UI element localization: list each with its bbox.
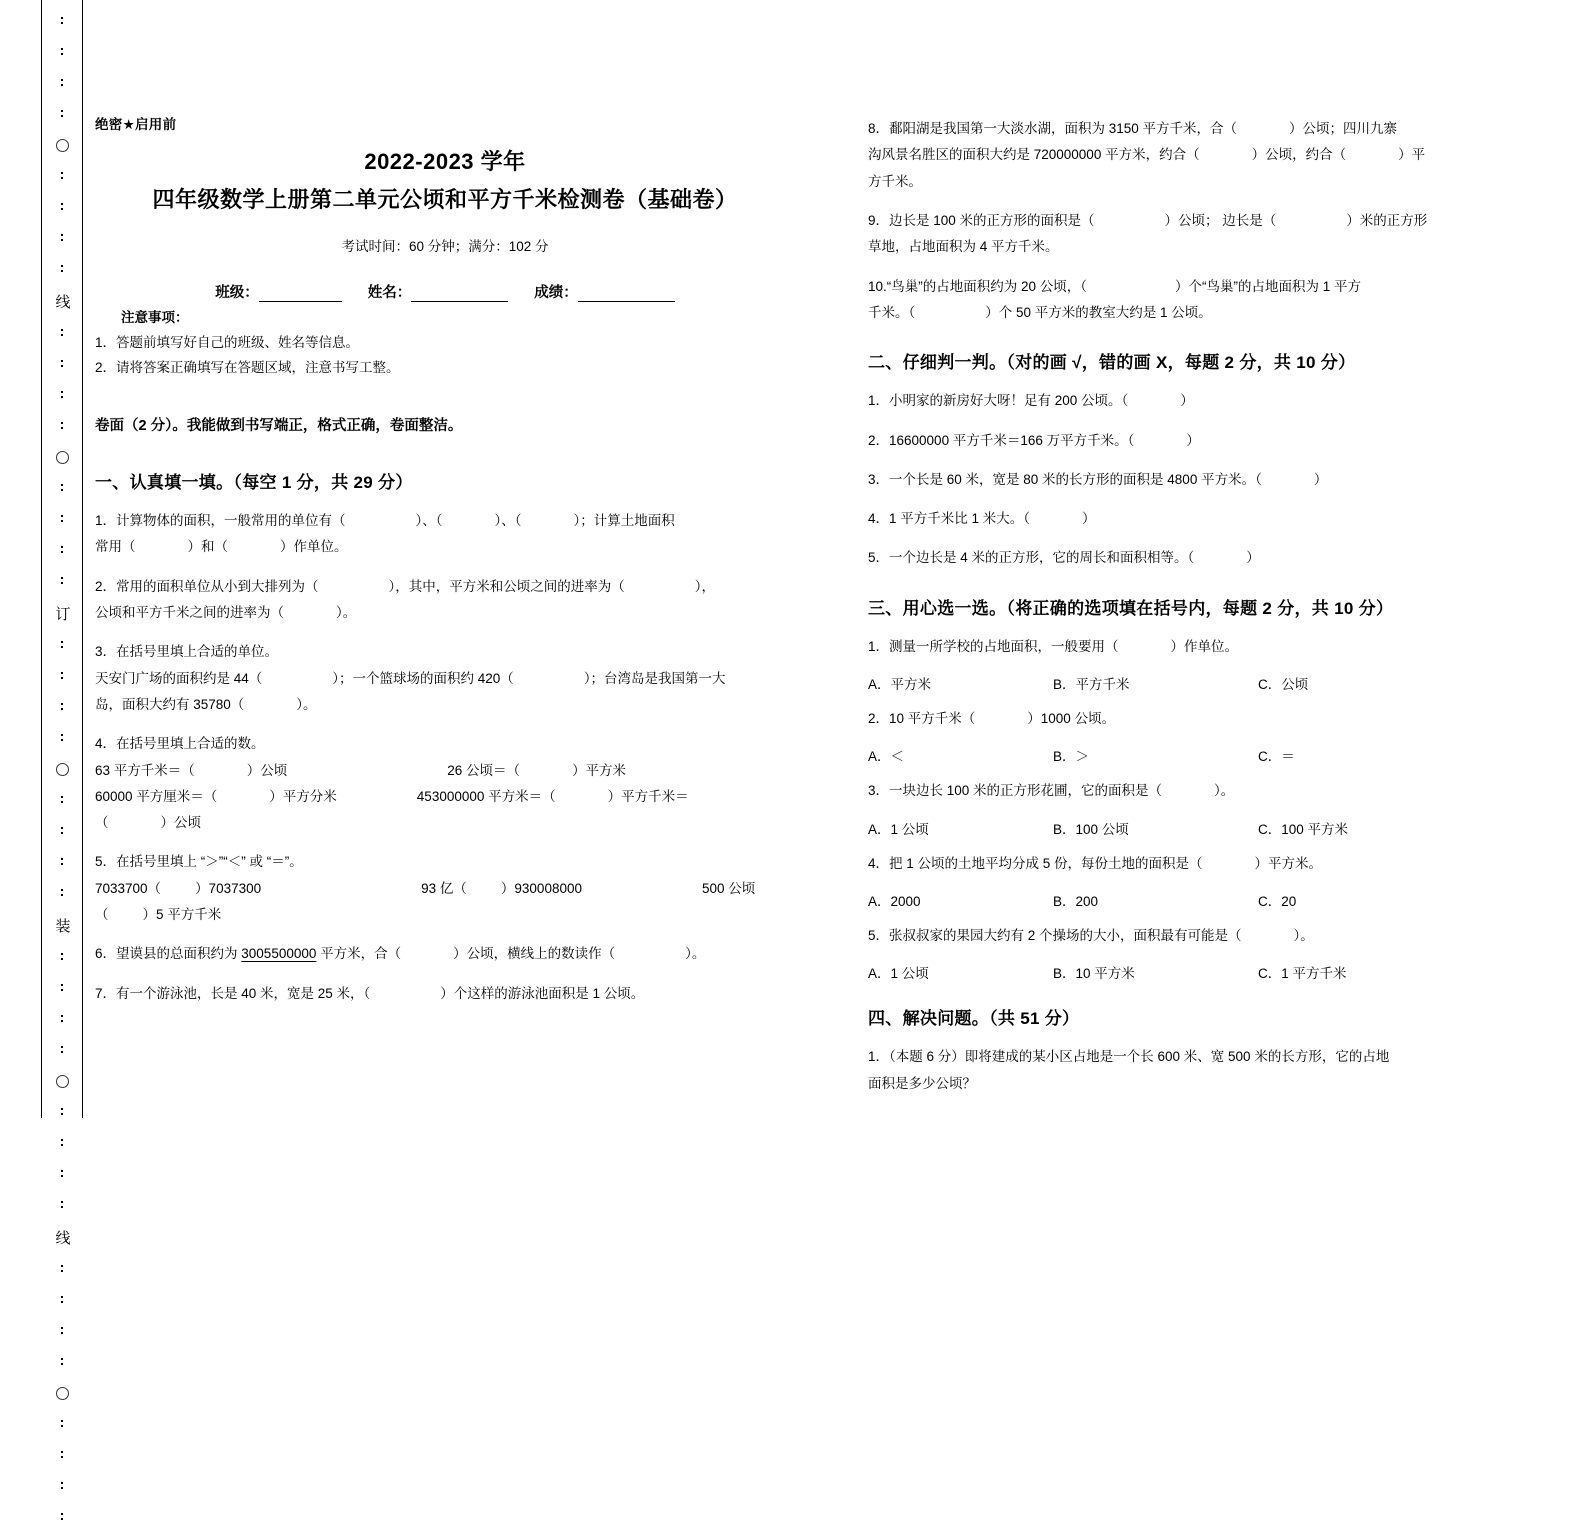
q9-text-c: ）米的正方形	[1346, 212, 1428, 228]
note-item: 1．答题前填写好自己的班级、姓名等信息。	[95, 335, 360, 350]
binding-circle	[56, 139, 69, 152]
binding-dot	[61, 329, 63, 338]
binding-dot	[61, 889, 63, 898]
field-class	[215, 281, 342, 302]
q8-text-d: ）公顷，约合（	[1251, 147, 1347, 163]
q5-text-e: 500 公顷	[701, 880, 756, 896]
binding-mark-group-1	[55, 6, 70, 1533]
question-1-5	[95, 849, 795, 928]
q3-5-post: ）。	[1293, 928, 1314, 943]
binding-dot	[61, 953, 63, 962]
question-3-1	[868, 634, 1568, 660]
binding-dot	[61, 234, 63, 243]
field-score-input[interactable]	[578, 287, 675, 302]
option-a[interactable]: A．1 公顷	[868, 966, 929, 982]
binding-dot	[61, 484, 63, 493]
question-3-4	[868, 851, 1568, 877]
q1-text-e: 常用（	[95, 539, 136, 555]
notes-title: 注意事项：	[121, 310, 189, 325]
q2-4-pre: 4．1 平方千米比 1 米大。（	[868, 511, 1031, 527]
binding-char-xian-2: 线	[53, 1230, 72, 1245]
option-c[interactable]: C．100 平方米	[1258, 821, 1349, 837]
q1-text-g: ）作单位。	[280, 539, 348, 555]
binding-circle	[56, 1075, 69, 1088]
q4-1-text-a: 1．（本题 6 分）即将建成的某小区占地是一个长 600 米、宽 500 米的长方形，它的占地	[868, 1049, 1390, 1065]
q10-text-b: ）个“鸟巢”的占地面积为 1 平方	[1175, 278, 1362, 294]
binding-dot	[61, 1420, 63, 1429]
binding-char-zhuang: 装	[53, 918, 72, 933]
option-b[interactable]: B．10 平方米	[1053, 966, 1135, 982]
binding-dot	[61, 577, 63, 586]
binding-char-xian: 线	[53, 294, 72, 309]
field-name-label: 姓名：	[367, 285, 412, 301]
question-2-4	[868, 506, 1568, 532]
option-c[interactable]: C．公顷	[1258, 677, 1309, 693]
binding-dot	[61, 641, 63, 650]
field-score-label: 成绩：	[534, 285, 578, 301]
q5-text-b: ）7037300	[195, 880, 262, 896]
question-1-3	[95, 639, 795, 718]
q2-2-post: ）	[1186, 432, 1200, 448]
binding-dot	[61, 1046, 63, 1055]
options-3-2	[868, 745, 1568, 765]
q3-3-pre: 3．一块边长 100 米的正方形花圃，它的面积是（	[868, 783, 1163, 799]
q3-2-pre: 2．10 平方千米（	[868, 711, 976, 727]
binding-dot	[61, 110, 63, 119]
field-score	[534, 281, 675, 302]
binding-dot	[61, 203, 63, 212]
q4-1-text-b: 面积是多少公顷？	[868, 1075, 976, 1091]
binding-dot	[61, 672, 63, 681]
q1-text-d: ）；计算土地面积	[573, 513, 675, 528]
q6-text-a: 6．望谟县的总面积约为	[95, 946, 238, 962]
q4-text-i: （	[95, 815, 109, 831]
q6-underlined-number: 3005500000	[241, 946, 317, 962]
question-1-6	[95, 941, 795, 967]
q4-text-j: ）公顷	[160, 815, 201, 831]
field-class-label: 班级：	[215, 285, 259, 301]
q2-text-d: 公顷和平方千米之间的进率为（	[95, 604, 284, 620]
binding-dot	[61, 422, 63, 431]
q1-text-c: ）、（	[494, 513, 522, 528]
q2-3-post: ）	[1313, 471, 1328, 487]
binding-dot	[61, 703, 63, 712]
binding-dot	[61, 172, 63, 181]
question-3-3	[868, 778, 1568, 804]
q5-text-c: 93 亿（	[421, 880, 467, 896]
q3-title: 3．在括号里填上合适的单位。	[95, 644, 279, 660]
binding-dot	[61, 360, 63, 369]
q9-text-b: ）公顷； 边长是（	[1164, 212, 1277, 228]
option-b[interactable]: B．100 公顷	[1053, 821, 1129, 837]
question-1-9	[868, 208, 1568, 261]
q9-text-a: 9．边长是 100 米的正方形的面积是（	[868, 212, 1095, 228]
binding-dot	[61, 796, 63, 805]
binding-dot	[61, 734, 63, 743]
q3-4-post: ）平方米。	[1254, 855, 1323, 871]
q2-5-post: ）	[1246, 550, 1260, 566]
q8-text-c: 沟风景名胜区的面积大约是 720000000 平方米，约合（	[868, 147, 1200, 163]
option-b[interactable]: B．平方千米	[1053, 677, 1130, 693]
option-c[interactable]: C．20	[1258, 894, 1297, 909]
q3-2-post: ）1000 公顷。	[1027, 711, 1116, 727]
binding-dot	[61, 1015, 63, 1024]
question-1-1	[95, 508, 795, 561]
q1-text-a: 1．计算物体的面积，一般常用的单位有（	[95, 513, 346, 528]
binding-dot	[61, 391, 63, 400]
q5-text-f: （	[95, 907, 109, 923]
binding-dot	[61, 48, 63, 57]
q7-text-b: ）个这样的游泳池面积是 1 公顷。	[440, 985, 645, 1001]
options-3-3	[868, 818, 1568, 838]
q2-5-pre: 5．一个边长是 4 米的正方形，它的周长和面积相等。（	[868, 550, 1195, 566]
question-2-3	[868, 467, 1568, 493]
note-item: 2．请将答案正确填写在答题区域，注意书写工整。	[95, 360, 400, 375]
q3-text-b: ）；一个篮球场的面积约 420（	[332, 670, 514, 686]
binding-dot	[61, 515, 63, 524]
binding-dot	[61, 265, 63, 274]
q3-5-pre: 5．张叔叔家的果园大约有 2 个操场的大小，面积最有可能是（	[868, 928, 1242, 943]
binding-dot	[61, 1201, 63, 1210]
binding-dot	[61, 546, 63, 555]
binding-dot	[61, 1296, 63, 1305]
left-column	[95, 0, 795, 1007]
option-b[interactable]: B．＞	[1053, 749, 1090, 765]
question-2-5	[868, 545, 1568, 571]
exam-meta: 考试时间：60 分钟；满分：102 分	[341, 239, 549, 254]
q4-text-e: 60000 平方厘米＝（	[95, 788, 218, 804]
q4-title: 4．在括号里填上合适的数。	[95, 736, 265, 752]
q2-1-pre: 1．小明家的新房好大呀！足有 200 公顷。（	[868, 393, 1129, 409]
q10-text-a: 10.“鸟巢”的占地面积约为 20 公顷，（	[868, 278, 1088, 294]
question-3-5	[868, 923, 1568, 949]
field-class-input[interactable]	[259, 287, 342, 302]
q7-text-a: 7．有一个游泳池，长是 40 米，宽是 25 米，（	[95, 985, 371, 1001]
binding-dot	[61, 1451, 63, 1460]
question-1-8	[868, 116, 1568, 195]
binding-char-ding: 订	[53, 606, 72, 621]
option-c[interactable]: C．1 平方千米	[1258, 966, 1347, 982]
q2-text-b: ），其中，平方米和公顷之间的进率为（	[388, 578, 625, 594]
right-column	[868, 0, 1568, 1097]
binding-dot	[61, 1327, 63, 1336]
field-name	[368, 281, 509, 302]
binding-dot	[61, 79, 63, 88]
option-c[interactable]: C．＝	[1258, 749, 1295, 765]
binding-dot	[61, 1482, 63, 1491]
student-fields	[95, 281, 795, 302]
q8-text-e: ）平	[1398, 147, 1426, 163]
binding-dot	[61, 1108, 63, 1117]
q8-text-b: ）公顷；四川九寨	[1289, 121, 1398, 136]
binding-circle	[56, 1387, 69, 1400]
q4-text-f: ）平方分米	[269, 788, 337, 804]
binding-dot	[61, 858, 63, 867]
q5-text-d: ）930008000	[500, 880, 582, 896]
q8-text-f: 方千米。	[868, 173, 922, 189]
options-3-5	[868, 962, 1568, 982]
question-1-7	[95, 981, 795, 1007]
q3-4-pre: 4．把 1 公顷的土地平均分成 5 份，每份土地的面积是（	[868, 855, 1203, 871]
question-1-2	[95, 574, 795, 627]
binding-dot	[61, 1358, 63, 1367]
q3-text-c: ）；台湾岛是我国第一大	[583, 670, 726, 686]
question-4-1	[868, 1044, 1568, 1097]
binding-dot	[61, 827, 63, 836]
q3-1-post: ）作单位。	[1170, 638, 1239, 654]
q3-3-post: ）。	[1214, 783, 1235, 799]
q2-1-post: ）	[1180, 393, 1194, 409]
q2-4-post: ）	[1082, 511, 1096, 527]
q4-text-h: ）平方千米＝	[607, 788, 689, 804]
q2-text-e: ）。	[336, 604, 357, 620]
option-b[interactable]: B．200	[1053, 894, 1099, 909]
options-3-1	[868, 673, 1568, 693]
q4-text-c: 26 公顷＝（	[447, 762, 521, 778]
q6-text-c: ）公顷，横线上的数读作（	[453, 946, 616, 962]
field-name-input[interactable]	[411, 287, 508, 302]
q4-text-g: 453000000 平方米＝（	[416, 788, 556, 804]
q10-text-c: 千米。（	[868, 304, 916, 320]
q4-text-b: ）公顷	[246, 762, 288, 778]
q5-title: 5．在括号里填上 “＞”“＜” 或 “＝”。	[95, 854, 303, 870]
binding-dot	[61, 17, 63, 26]
binding-circle	[56, 451, 69, 464]
question-1-10	[868, 274, 1568, 327]
exam-title-year: 2022-2023 学年	[364, 149, 526, 174]
binding-dot	[61, 1170, 63, 1179]
binding-margin	[41, 0, 83, 1245]
q1-text-b: ）、（	[415, 513, 443, 528]
q5-text-g: ）5 平方千米	[142, 907, 222, 923]
section-1-heading: 一、认真填一填。（每空 1 分，共 29 分）	[95, 473, 413, 492]
q6-text-b: 平方米，合（	[320, 946, 402, 962]
q1-text-f: ）和（	[187, 539, 228, 555]
section-3-heading: 三、用心选一选。（将正确的选项填在括号内，每题 2 分，共 10 分）	[868, 598, 1394, 618]
exam-title-main: 四年级数学上册第二单元公顷和平方千米检测卷（基础卷）	[152, 187, 738, 212]
question-2-1	[868, 388, 1568, 414]
q2-text-c: ），	[694, 578, 716, 594]
section-2-heading: 二、仔细判一判。（对的画 √，错的画 X，每题 2 分，共 10 分）	[868, 353, 1356, 373]
q4-text-a: 63 平方千米＝（	[95, 762, 195, 778]
q3-text-d: 岛，面积大约有 35780（	[95, 696, 245, 712]
q4-text-d: ）平方米	[572, 762, 627, 778]
option-a[interactable]: A．平方米	[868, 677, 932, 693]
binding-dot	[61, 984, 63, 993]
exam-page	[83, 0, 1583, 1118]
binding-dot	[61, 1513, 63, 1522]
q2-text-a: 2．常用的面积单位从小到大排列为（	[95, 578, 319, 594]
q8-text-a: 8．鄱阳湖是我国第一大淡水湖，面积为 3150 平方千米，合（	[868, 121, 1238, 136]
q10-text-d: ）个 50 平方米的教室大约是 1 公顷。	[985, 304, 1212, 320]
binding-circle	[56, 763, 69, 776]
question-3-2	[868, 706, 1568, 732]
q6-text-d: ）。	[685, 946, 706, 962]
q3-1-pre: 1．测量一所学校的占地面积，一般要用（	[868, 638, 1119, 654]
q3-text-a: 天安门广场的面积约是 44（	[95, 670, 263, 686]
binding-dot	[61, 1139, 63, 1148]
option-a[interactable]: A．＜	[868, 749, 905, 765]
q9-text-d: 草地，占地面积为 4 平方千米。	[868, 239, 1059, 255]
question-2-2	[868, 428, 1568, 454]
question-1-4	[95, 731, 795, 836]
options-3-4	[868, 890, 1568, 910]
section-4-heading: 四、解决问题。（共 51 分）	[868, 1009, 1080, 1029]
secret-label: 绝密★启用前	[95, 117, 177, 132]
q5-text-a: 7033700（	[95, 880, 162, 896]
q2-2-pre: 2．16600000 平方千米＝166 万平方千米。（	[868, 432, 1135, 448]
q3-text-e: ）。	[296, 696, 317, 712]
binding-dot	[61, 1265, 63, 1274]
q2-3-pre: 3．一个长是 60 米，宽是 80 米的长方形的面积是 4800 平方米。（	[868, 471, 1262, 487]
paper-presentation-note: 卷面（2 分）。我能做到书写端正，格式正确，卷面整洁。	[95, 418, 463, 434]
option-a[interactable]: A．2000	[868, 894, 921, 909]
option-a[interactable]: A．1 公顷	[868, 821, 929, 837]
